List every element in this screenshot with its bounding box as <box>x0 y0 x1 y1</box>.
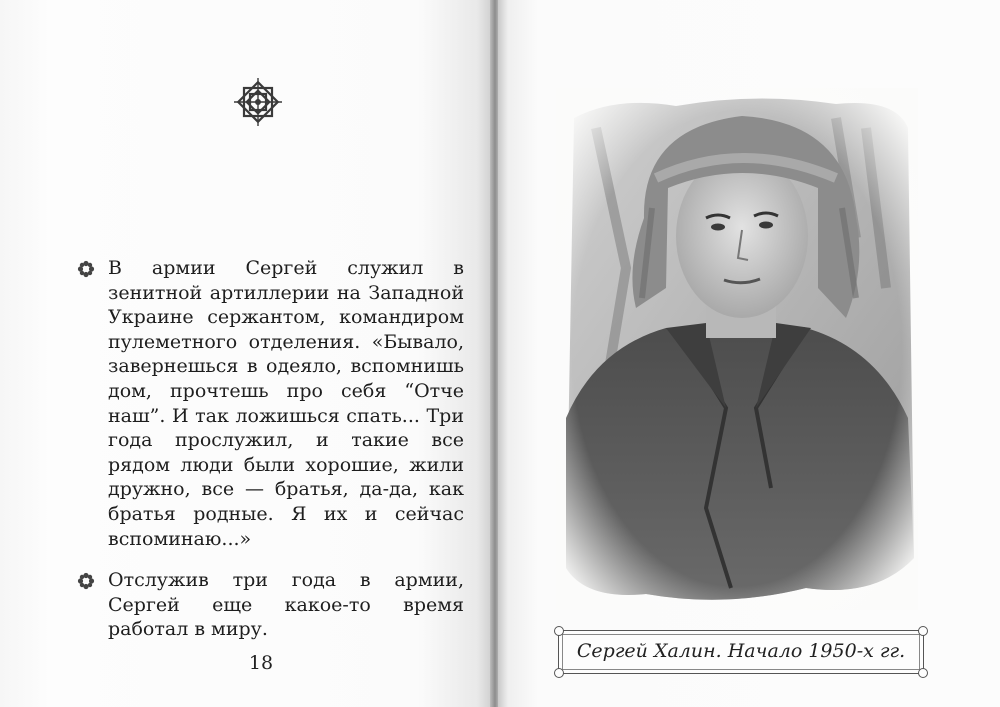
portrait-photo <box>556 88 918 610</box>
paragraph-army-service: В армии Сергей служил в зенитной артиллерии на Западной Украине сержантом, командиром пулеметного отделения. «Бывало, завернешься в одеяло, вспомнишь дом, прочтешь про себя “Отче наш”. И так ложишься спать... Три года прослужил, и такие все рядом люди были хорошие, жили дружно, все — братья, да-да, как братья родные. Я их и сейчас вспоминаю...» <box>108 257 464 550</box>
photo-caption: Сергей Халин. Начало 1950-х гг. <box>576 640 906 662</box>
left-page <box>0 0 492 707</box>
paragraph-after-army: Отслужив три года в армии, Сергей еще какое-то время работал в миру. <box>108 569 464 641</box>
knot-ornament-icon <box>230 74 286 130</box>
flower-bullet-icon <box>77 260 95 278</box>
page-number: 18 <box>248 652 274 674</box>
flower-bullet-icon <box>77 572 95 590</box>
photo-caption-frame <box>558 630 924 674</box>
